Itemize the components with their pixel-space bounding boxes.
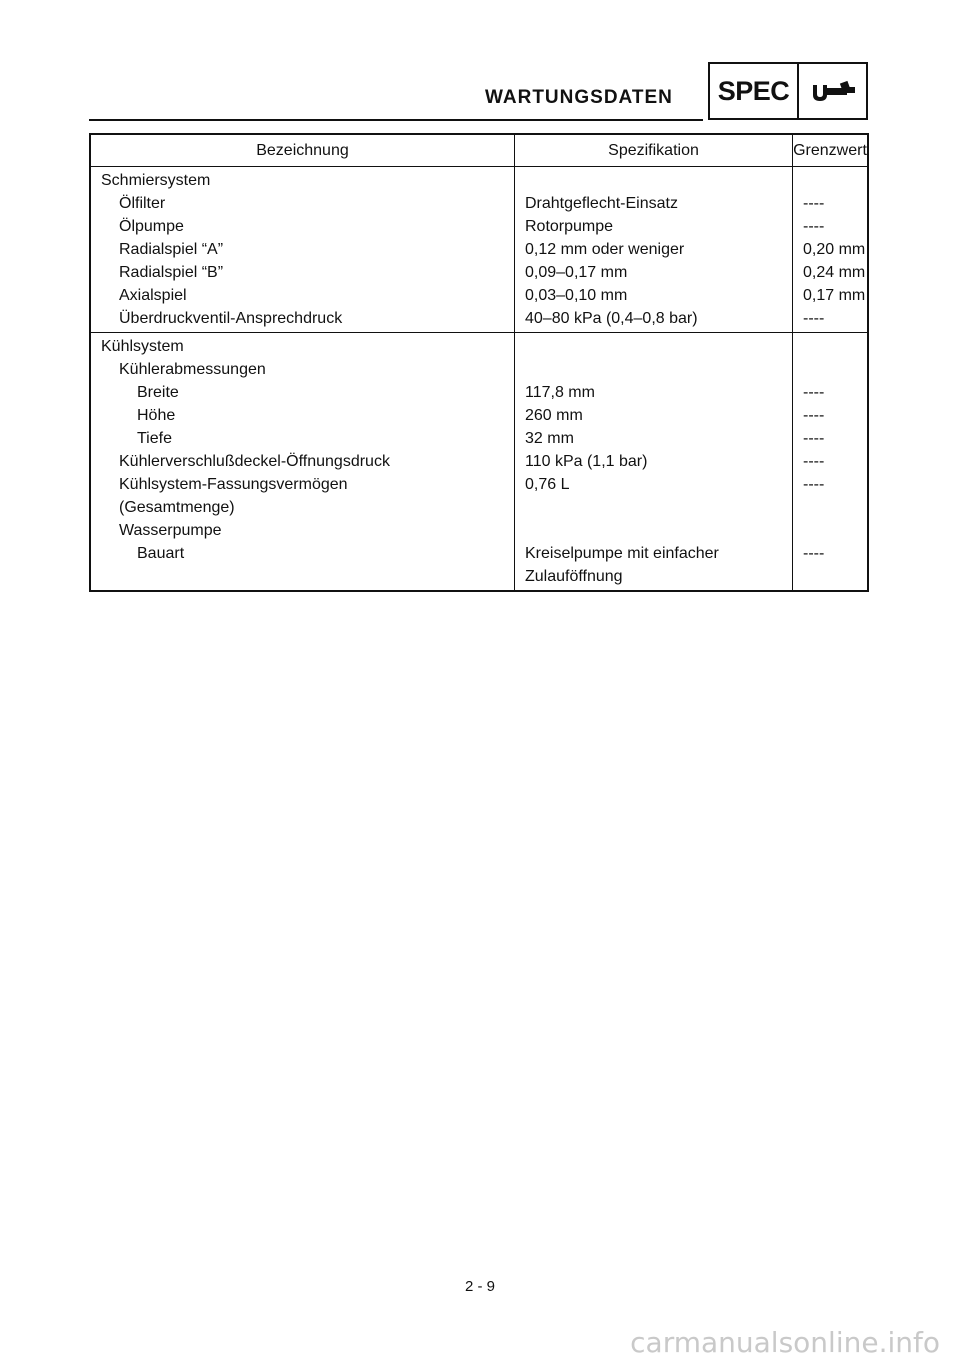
row-limit: ---- [803,453,825,470]
wrench-icon [807,76,859,106]
row-limit: ---- [803,476,825,493]
row-spec [515,358,793,381]
row-limit: ---- [803,384,825,401]
row-spec: 32 mm [515,427,793,450]
row-label: Wasserpumpe [90,519,515,542]
row-limit [793,358,869,381]
table-row [90,192,868,215]
row-limit: 0,20 mm [803,241,866,258]
table-row [90,519,868,542]
table-row [90,427,868,450]
table-row [90,333,868,359]
watermark: carmanualsonline.info [630,1326,940,1359]
column-header-grenzwert: Grenzwert [793,134,869,167]
row-spec: Drahtgeflecht-Einsatz [515,192,793,215]
row-spec [515,519,793,542]
row-spec: 117,8 mm [515,381,793,404]
page-number: 2 - 9 [464,1278,495,1295]
row-label: Kühlsystem-Fassungsvermögen (Gesamtmenge) [90,473,515,519]
row-spec: 0,12 mm oder weniger [515,238,793,261]
row-limit: ---- [803,430,825,447]
row-spec: Rotorpumpe [515,215,793,238]
row-limit [793,333,869,359]
column-header-bezeichnung: Bezeichnung [90,134,515,167]
table-row [90,542,868,591]
row-spec: 0,03–0,10 mm [515,284,793,307]
table-row [90,404,868,427]
row-label: Kühlerabmessungen [90,358,515,381]
row-limit: ---- [803,407,825,424]
row-spec: 260 mm [515,404,793,427]
row-limit [793,167,869,193]
row-spec: 110 kPa (1,1 bar) [515,450,793,473]
title-divider [89,119,703,121]
row-label: Radialspiel “A” [90,238,515,261]
row-label: Ölfilter [90,192,515,215]
row-limit: 0,17 mm [803,287,866,304]
row-label: Schmiersystem [90,167,515,193]
specification-table [89,133,869,592]
row-spec: 40–80 kPa (0,4–0,8 bar) [515,307,793,333]
row-label: Kühlsystem [90,333,515,359]
row-label: Bauart [90,542,515,591]
table-row [90,450,868,473]
table-row [90,473,868,519]
row-limit: ---- [803,310,825,327]
row-label: Tiefe [90,427,515,450]
row-label: Kühlerverschlußdeckel-Öffnungsdruck [90,450,515,473]
table-row [90,307,868,333]
table-section-schmiersystem [90,167,868,333]
row-label: Überdruckventil-Ansprechdruck [90,307,515,333]
column-header-spezifikation: Spezifikation [515,134,793,167]
row-label: Axialspiel [90,284,515,307]
row-spec: Kreiselpumpe mit einfacher Zulauföffnung [515,542,793,591]
table-row [90,167,868,193]
row-limit [793,519,869,542]
row-label: Radialspiel “B” [90,261,515,284]
row-label: Breite [90,381,515,404]
row-spec: 0,76 L [515,473,793,519]
row-limit: 0,24 mm [803,264,866,281]
row-limit: ---- [803,195,825,212]
table-header-row [90,134,868,167]
row-label: Ölpumpe [90,215,515,238]
row-spec [515,167,793,193]
row-limit: ---- [803,545,825,562]
row-limit: ---- [803,218,825,235]
table-row [90,215,868,238]
table-section-kuehlsystem [90,333,868,592]
table-row [90,238,868,261]
row-spec: 0,09–0,17 mm [515,261,793,284]
page-title: WARTUNGSDATEN [485,87,673,108]
row-spec [515,333,793,359]
table-row [90,358,868,381]
table-row [90,284,868,307]
table-row [90,261,868,284]
spec-badge-label: SPEC [710,64,799,118]
spec-badge [708,62,868,120]
row-label: Höhe [90,404,515,427]
table-row [90,381,868,404]
